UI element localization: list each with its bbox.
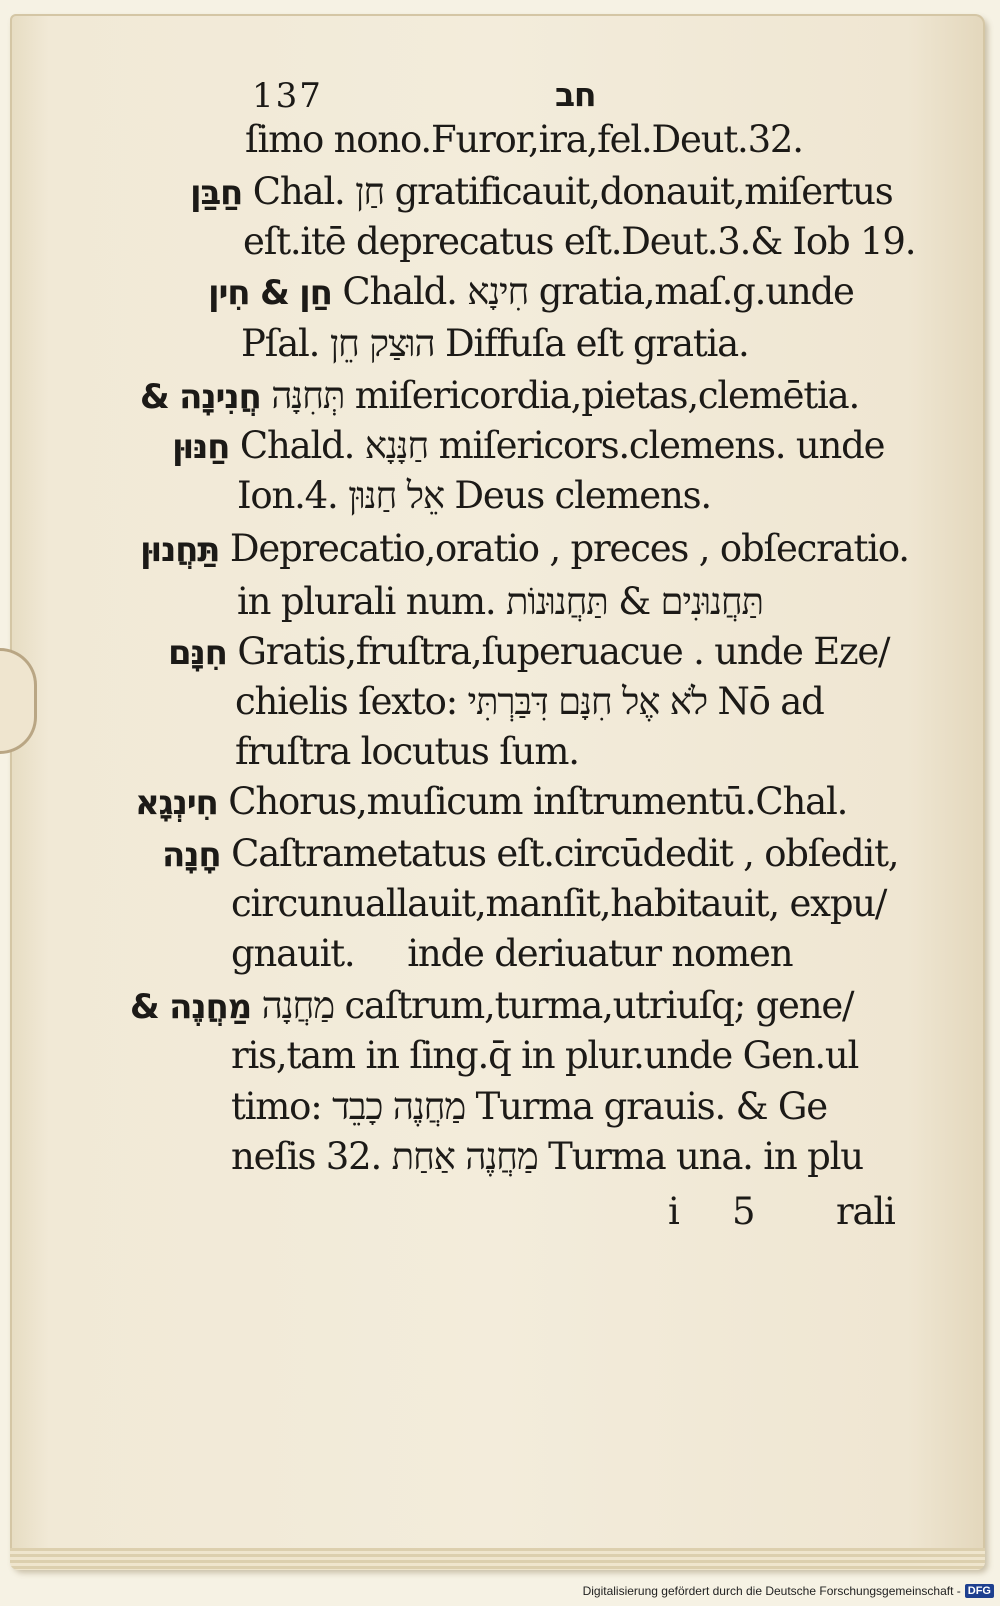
text-line-21 (231, 1135, 863, 1179)
entry-line-18 (130, 984, 853, 1029)
text-line-16 (231, 882, 886, 926)
text-line-13 (235, 730, 579, 774)
line-text: in plurali num. תַּחֲנוּנִים & תַּחֲנוּנוֹת (237, 580, 763, 623)
headword: חֲנִינָה & (140, 377, 261, 417)
line-text: Caſtrametatus eſt.circūdedit , obſedit, (231, 832, 899, 875)
text-line-8 (237, 474, 711, 518)
line-text: Chald. חַנָּנָא miſericors.clemens. unde (239, 424, 885, 467)
line-text: timo: מַחֲנֶה כָבֵד Turma grauis. & Ge (231, 1085, 827, 1128)
headword: חַנּוּן (172, 427, 230, 467)
dfg-logo: DFG (965, 1584, 994, 1598)
headword: חָנָה (162, 835, 221, 875)
text-line-20 (231, 1085, 827, 1129)
signature-mark-b: 5 (732, 1190, 755, 1233)
line-text: ſimo nono.Furor,ira,fel.Deut.32. (245, 118, 803, 161)
line-text: fruſtra locutus ſum. (235, 730, 579, 773)
text-line-1 (245, 118, 803, 162)
line-text: eſt.itē deprecatus eſt.Deut.3.& Iob 19. (243, 220, 916, 263)
text-line-3 (243, 220, 915, 264)
text-line-17 (231, 932, 792, 976)
text-line-19 (231, 1034, 858, 1078)
entry-line-11 (168, 630, 889, 675)
running-head-hebrew: חב (555, 75, 596, 114)
entry-line-15 (162, 832, 898, 877)
line-text: תְּחִנָּה miſericordia,pietas,clemētia. (271, 374, 860, 417)
page-number: 137 (252, 76, 323, 116)
line-text: Ion.4. אֵל חַנּוּן Deus clemens. (237, 474, 711, 517)
headword: חִינְגָא (135, 783, 218, 823)
credit-text: Digitalisierung gefördert durch die Deutsche Forschungsgemeinschaft - (582, 1584, 961, 1598)
line-text: Gratis,fruſtra,ſuperuacue . unde Eze/ (237, 630, 890, 673)
entry-line-14 (135, 780, 847, 825)
entry-line-4 (208, 270, 854, 315)
digitization-credit (583, 1580, 994, 1602)
line-text: Chorus,muſicum inſtrumentū.Chal. (228, 780, 848, 823)
headword: מַחֲנֶה & (130, 987, 252, 1027)
entry-line-2 (190, 170, 893, 215)
headword: חַן & חִין (208, 273, 332, 313)
entry-line-6 (140, 374, 859, 419)
catchword: rali (836, 1190, 895, 1233)
line-text: ris,tam in ſing.q̄ in plur.unde Gen.ul (231, 1034, 859, 1077)
line-text: neſis 32. מַחֲנֶה אַחַת Turma una. in plu (231, 1135, 863, 1178)
headword: חַבַּן (190, 173, 243, 213)
line-text: Pſal. הוּצַק חֵן Diffuſa eſt gratia. (241, 322, 749, 365)
headword: תַּחֲנוּן (140, 530, 220, 570)
entry-line-9 (140, 527, 909, 572)
text-line-5 (241, 322, 749, 366)
text-line-10 (237, 580, 763, 624)
entry-line-7 (172, 424, 884, 469)
text-line-12 (235, 680, 824, 724)
line-text: chielis ſexto: לֹא אֶל חִנָּם דִּבַּרְתִּי Nō ad (235, 680, 824, 723)
line-text: מַחֲנָה caſtrum,turma,utriuſq; gene/ (261, 984, 854, 1027)
headword: חִנָּם (168, 633, 227, 673)
line-text: Chal. חַן gratificauit,donauit,miſertus (252, 170, 893, 213)
line-text: Chald. חִינָא gratia,maſ.g.unde (342, 270, 854, 313)
signature-mark-a: i (668, 1190, 679, 1233)
line-text: gnauit. inde deriuatur nomen (231, 932, 793, 975)
running-head (555, 72, 595, 117)
line-text: circunuallauit,manſit,habitauit, expu/ (231, 882, 887, 925)
line-text: Deprecatio,oratio , preces , obſecratio. (229, 527, 909, 570)
